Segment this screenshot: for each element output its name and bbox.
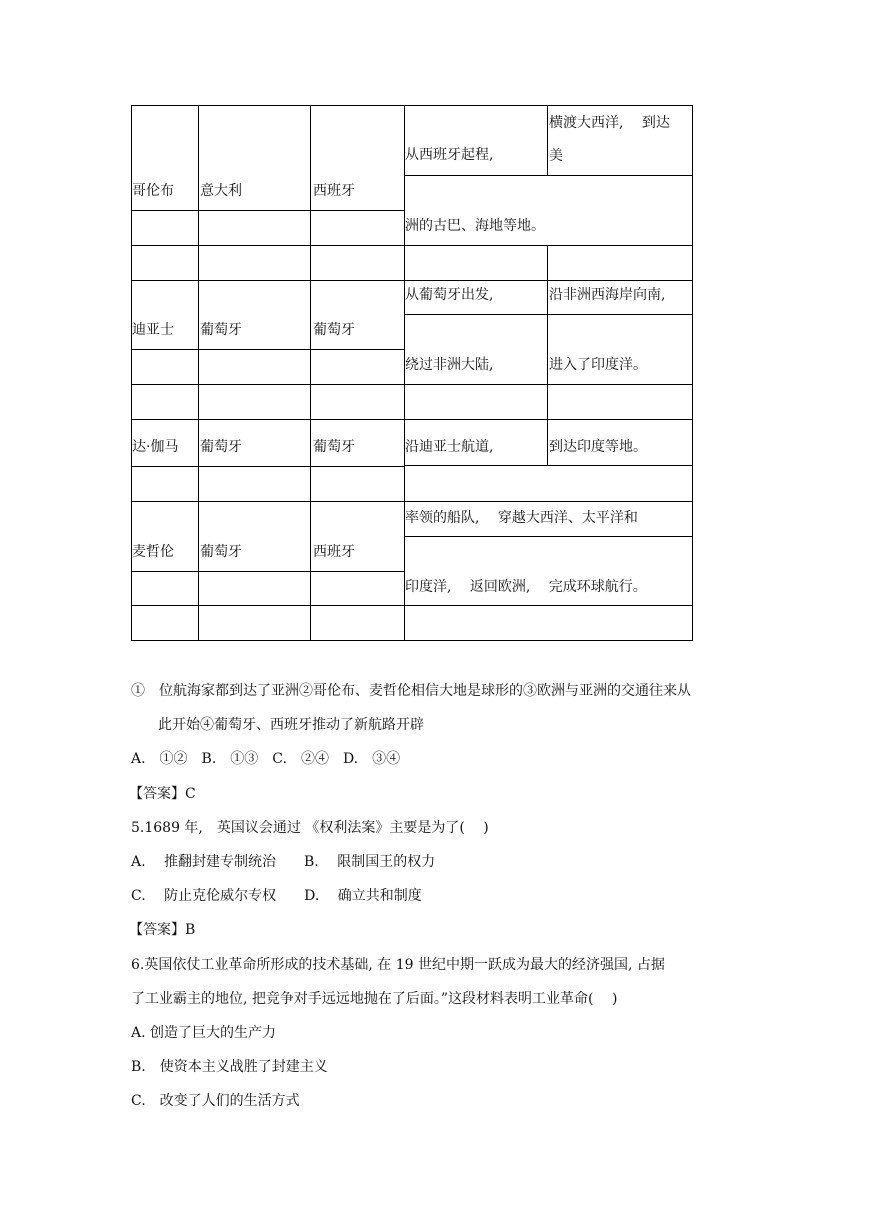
magellan-name: 麦哲伦 [132,544,174,560]
dias-route-c: 绕过非洲大陆, [405,357,494,373]
dias-sponsor: 葡萄牙 [313,322,355,338]
q4-answer: 【答案】C [129,786,196,802]
magellan-nationality: 葡萄牙 [200,544,242,560]
magellan-route-b: 印度洋, 返回欧洲, 完成环球航行。 [405,579,647,595]
gama-route-a: 沿迪亚士航道, [405,439,494,455]
magellan-route-a: 率领的船队, 穿越大西洋、太平洋和 [405,510,638,526]
columbus-route-c: 洲的古巴、海地等地。 [405,218,545,234]
dias-route-a: 从葡萄牙出发, [405,287,494,303]
columbus-nationality: 意大利 [200,183,242,199]
gama-route-b: 到达印度等地。 [549,439,647,455]
q5-answer: 【答案】B [129,922,196,938]
gama-sponsor: 葡萄牙 [313,439,355,455]
q6-stem-line1: 6.英国依仗工业革命所形成的技术基础, 在 19 世纪中期一跃成为最大的经济强国, 占据 [131,957,665,973]
q6-choice-a: A. 创造了巨大的生产力 [131,1025,277,1041]
dias-route-b: 沿非洲西海岸向南, [549,287,666,303]
q5-choices-row1: A. 推翻封建专制统治 B. 限制国王的权力 [131,854,436,870]
q6-stem-line2: 了工业霸主的地位, 把竞争对手远远地抛在了后面。”这段材料表明工业革命( ) [131,991,618,1007]
dias-route-d: 进入了印度洋。 [549,357,647,373]
gama-nationality: 葡萄牙 [200,439,242,455]
columbus-route-a: 从西班牙起程, [405,147,494,163]
q6-choice-c: C. 改变了人们的生活方式 [131,1093,300,1109]
q4-statements-line1: ① 位航海家都到达了亚洲②哥伦布、麦哲伦相信大地是球形的③欧洲与亚洲的交通往来从 [131,683,691,699]
magellan-sponsor: 西班牙 [313,544,355,560]
q4-choices: A. ①② B. ①③ C. ②④ D. ③④ [131,751,401,767]
dias-name: 迪亚士 [132,322,174,338]
columbus-route-b: 横渡大西洋, 到达 [549,115,670,131]
columbus-name: 哥伦布 [132,183,174,199]
gama-name: 达·伽马 [132,439,179,455]
q5-choices-row2: C. 防止克伦威尔专权 D. 确立共和制度 [131,888,422,904]
dias-nationality: 葡萄牙 [200,322,242,338]
q4-statements-line2: 此开始④葡萄牙、西班牙推动了新航路开辟 [158,717,424,733]
q5-stem: 5.1689 年, 英国议会通过 《权利法案》主要是为了( ) [131,820,489,836]
columbus-route-b2: 美 [549,148,563,164]
q6-choice-b: B. 使资本主义战胜了封建主义 [131,1059,328,1075]
columbus-sponsor: 西班牙 [313,183,355,199]
